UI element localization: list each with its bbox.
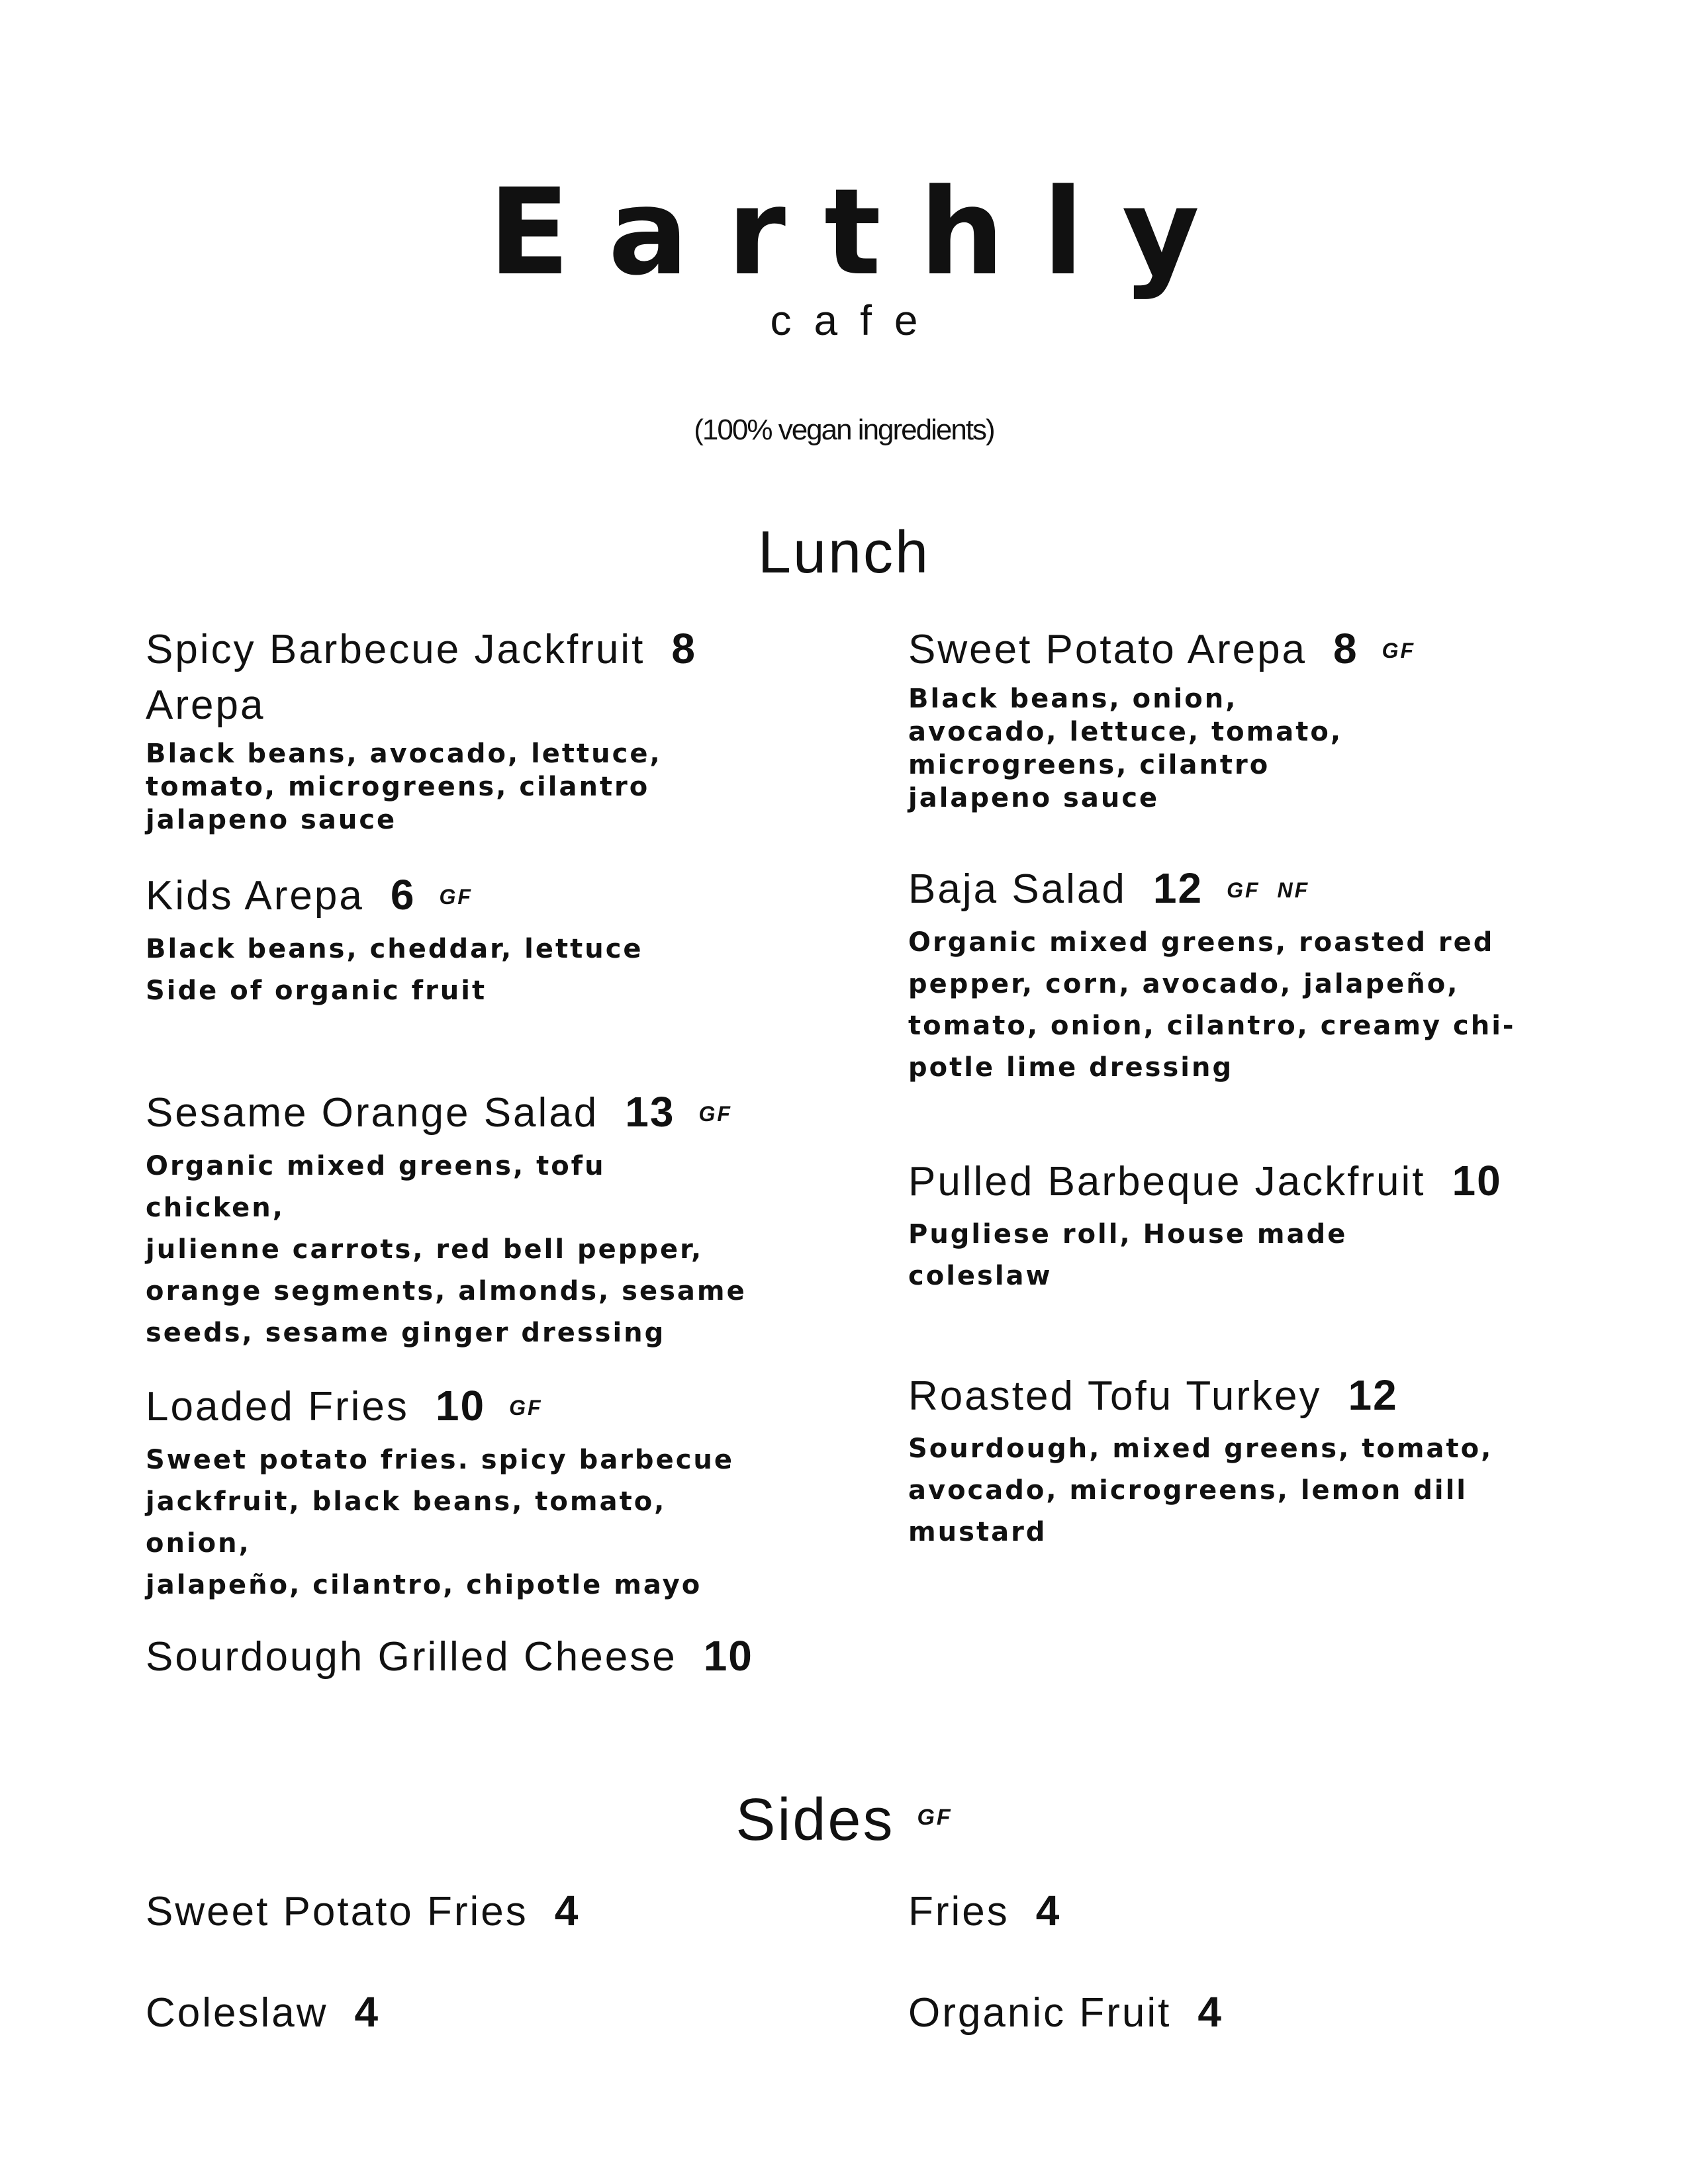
sides-section-title [0, 1787, 1688, 1853]
description-line: pepper, corn, avocado, jalapeño, [908, 969, 1460, 999]
item-description [908, 1214, 1517, 1297]
gluten-free-tag: GF [1227, 878, 1260, 902]
description-line: avocado, microgreens, lemon dill [908, 1475, 1468, 1506]
lunch-section-title [0, 520, 1688, 586]
description-line: julienne carrots, red bell pepper, [146, 1234, 704, 1265]
description-line: seeds, sesame ginger dressing [146, 1318, 666, 1348]
item-name: Sweet Potato Fries [146, 1889, 528, 1934]
item-description: Black beans, onion, avocado, lettuce, tomato, microgreens, cilantro jalapeno sauce [908, 684, 1343, 813]
item-head [908, 1153, 1610, 1210]
item-description [908, 1428, 1517, 1553]
item-name: Pulled Barbeque Jackfruit [908, 1159, 1426, 1205]
item-price: 8 [671, 625, 696, 672]
menu-item-spicy-bbq-arepa [146, 621, 794, 837]
description-line: Organic mixed greens, roasted red [908, 927, 1495, 958]
item-description [908, 922, 1517, 1089]
description-line: Black beans, cheddar, lettuce [146, 934, 643, 964]
side-item-sweet-potato-fries [146, 1889, 579, 1933]
sides-title: Sides [735, 1787, 895, 1853]
menu-item-kids-arepa [146, 867, 794, 1012]
item-head [146, 1084, 794, 1142]
description-line: Sweet potato fries. spicy barbecue [146, 1445, 735, 1475]
item-price: 4 [354, 1988, 380, 2036]
menu-item-baja-salad [908, 860, 1557, 1089]
gluten-free-tag: GF [1382, 639, 1416, 662]
item-name: Sweet Potato Arepa [908, 627, 1307, 672]
gluten-free-tag: GF [509, 1396, 543, 1420]
menu-item-sesame-orange-salad [146, 1084, 794, 1354]
item-name: Organic Fruit [908, 1990, 1172, 2036]
gluten-free-tag: GF [698, 1102, 732, 1126]
lunch-title: Lunch [757, 520, 931, 586]
item-price: 8 [1333, 625, 1358, 672]
side-item-coleslaw [146, 1988, 380, 2036]
item-name: Sourdough Grilled Cheese [146, 1634, 677, 1680]
item-description [146, 929, 755, 1012]
item-head [146, 867, 794, 925]
gluten-free-tag: GF [917, 1805, 953, 1831]
item-head [146, 621, 755, 733]
item-description [146, 1146, 755, 1354]
item-head [146, 1628, 874, 1685]
item-name: Roasted Tofu Turkey [908, 1373, 1322, 1419]
brand-subtitle: cafe [770, 296, 941, 344]
item-price: 12 [1152, 864, 1203, 912]
item-price: 4 [1035, 1887, 1061, 1934]
side-item-fries [908, 1889, 1060, 1933]
menu-item-sweet-potato-arepa [908, 621, 1557, 815]
item-name: Loaded Fries [146, 1384, 409, 1430]
description-line: potle lime dressing [908, 1052, 1234, 1083]
item-name: Spicy Barbecue Jackfruit 8 Arepa [146, 625, 696, 728]
description-line: Pugliese roll, House made [908, 1219, 1348, 1250]
menu-item-sourdough-grilled-cheese [146, 1628, 874, 1685]
brand-title: Earthly [488, 163, 1239, 302]
description-line: jackfruit, black beans, tomato, onion, [146, 1486, 667, 1559]
item-head [908, 860, 1557, 918]
item-head [146, 1378, 794, 1435]
menu-item-pulled-bbq-jackfruit [908, 1153, 1610, 1297]
description-line: tomato, onion, cilantro, creamy chi- [908, 1011, 1516, 1041]
item-price: 4 [1197, 1988, 1223, 2036]
description-line: Side of organic fruit [146, 976, 487, 1006]
nut-free-tag: NF [1277, 878, 1310, 902]
item-price: 6 [390, 871, 416, 919]
item-name: Coleslaw [146, 1990, 328, 2036]
item-price: 10 [1452, 1157, 1502, 1205]
description-line: orange segments, almonds, sesame [146, 1276, 747, 1306]
menu-item-loaded-fries [146, 1378, 794, 1606]
item-price: 10 [435, 1382, 486, 1430]
item-name: Baja Salad [908, 866, 1127, 912]
item-price: 13 [625, 1088, 675, 1136]
description-line: mustard [908, 1517, 1047, 1547]
item-head [908, 621, 1557, 678]
description-line: Organic mixed greens, tofu chicken, [146, 1151, 606, 1223]
item-price: 4 [554, 1887, 580, 1934]
description-line: coleslaw [908, 1261, 1053, 1291]
item-name: Sesame Orange Salad [146, 1090, 599, 1136]
item-price: 10 [703, 1632, 753, 1680]
menu-item-roasted-tofu-turkey [908, 1367, 1557, 1553]
tagline: (100% vegan ingredients) [694, 414, 994, 446]
item-description [146, 1439, 755, 1606]
description-line: Sourdough, mixed greens, tomato, [908, 1433, 1493, 1464]
item-description: Black beans, avocado, lettuce, tomato, microgreens, cilantro jalapeno sauce [146, 739, 662, 835]
item-price: 12 [1348, 1371, 1398, 1419]
side-item-organic-fruit [908, 1988, 1223, 2036]
gluten-free-tag: GF [439, 885, 473, 909]
description-line: jalapeño, cilantro, chipotle mayo [146, 1570, 702, 1600]
item-name: Fries [908, 1889, 1009, 1934]
item-head [908, 1367, 1557, 1424]
item-name: Kids Arepa [146, 873, 364, 919]
